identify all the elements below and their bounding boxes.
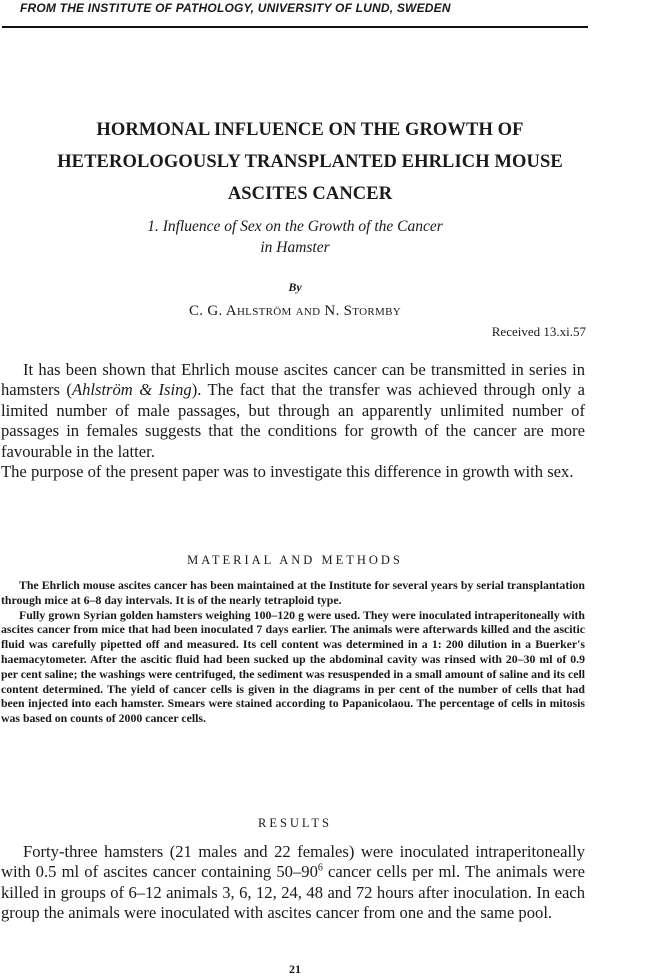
title-line-2: HETEROLOGOUSLY TRANSPLANTED EHRLICH MOUSE xyxy=(57,152,563,172)
results-section xyxy=(1,842,585,924)
page-number: 21 xyxy=(289,962,301,976)
results-paragraph-1 xyxy=(1,842,585,924)
authors: C. G. Ahlström and N. Stormby xyxy=(189,303,401,319)
methods-section xyxy=(1,578,585,726)
intro-text-cont: ). The fact that the transfer was achieved through only a limited number of male passages, but through an apparently unlimited number of passages in females suggests that the conditions for growth of the cancer are more favourable in the latter. xyxy=(1,380,585,461)
intro-purpose: The purpose of the present paper was to investigate this difference in growth with sex. xyxy=(1,462,574,482)
intro-paragraph-1 xyxy=(1,360,585,462)
header-rule xyxy=(2,26,588,28)
intro-text: It has been shown that Ehrlich mouse ascites cancer can be transmitted in series in hamsters ( xyxy=(1,360,585,400)
byline-by: By xyxy=(288,280,302,294)
subtitle-line-2: in Hamster xyxy=(260,239,330,256)
exponent: 6 xyxy=(317,862,323,874)
results-text: Forty-three hamsters (21 males and 22 females) were inoculated intraperitoneally with 0.5 ml of ascites cancer containing 50–90 xyxy=(1,842,585,882)
title-line-1: HORMONAL INFLUENCE ON THE GROWTH OF xyxy=(96,120,524,140)
introduction xyxy=(1,360,585,482)
subtitle-line-1: 1. Influence of Sex on the Growth of the Cancer xyxy=(147,218,443,235)
citation: Ahlström & Ising xyxy=(71,380,192,400)
article-subtitle xyxy=(0,216,590,258)
methods-heading: MATERIAL AND METHODS xyxy=(187,553,403,567)
methods-paragraph-1: The Ehrlich mouse ascites cancer has been maintained at the Institute for several years by serial transplantation through mice at 6–8 day intervals. It is of the nearly tetraploid type. xyxy=(1,578,585,607)
received-date: Received 13.xi.57 xyxy=(491,324,586,339)
results-text-cont: cancer cells per ml. The animals were killed in groups of 6–12 animals 3, 6, 12, 24, 48 and 72 hours after inoculation. In each group the animals were inoculated with ascites cancer from one and the same pool. xyxy=(1,862,585,923)
title-line-3: ASCITES CANCER xyxy=(227,184,393,204)
results-heading: RESULTS xyxy=(257,816,333,830)
intro-paragraph-2 xyxy=(1,462,585,482)
methods-paragraph-2: Fully grown Syrian golden hamsters weighing 100–120 g were used. They were inoculated intraperitoneally with ascites cancer from mice that had been inoculated 7 days earlier. The animals were afterwards killed and the ascitic fluid was carefully pipetted off and measured. Its cell content was determined in a 1: 200 dilution in a Buerker's haemacytometer. After the ascitic fluid had been sucked up the abdominal cavity was rinsed with 20–30 ml of 0.9 per cent saline; the washings were centrifuged, the sediment was resuspended in a small amount of saline and its cell content determined. The yield of cancer cells is given in the diagrams in per cent of the number of cells that had been injected into each hamster. Smears were stained according to Papanicolaou. The percentage of cells in mitosis was based on counts of 2000 cancer cells. xyxy=(1,607,585,726)
article-title xyxy=(0,114,620,210)
running-head: FROM THE INSTITUTE OF PATHOLOGY, UNIVERSITY OF LUND, SWEDEN xyxy=(20,1,451,15)
